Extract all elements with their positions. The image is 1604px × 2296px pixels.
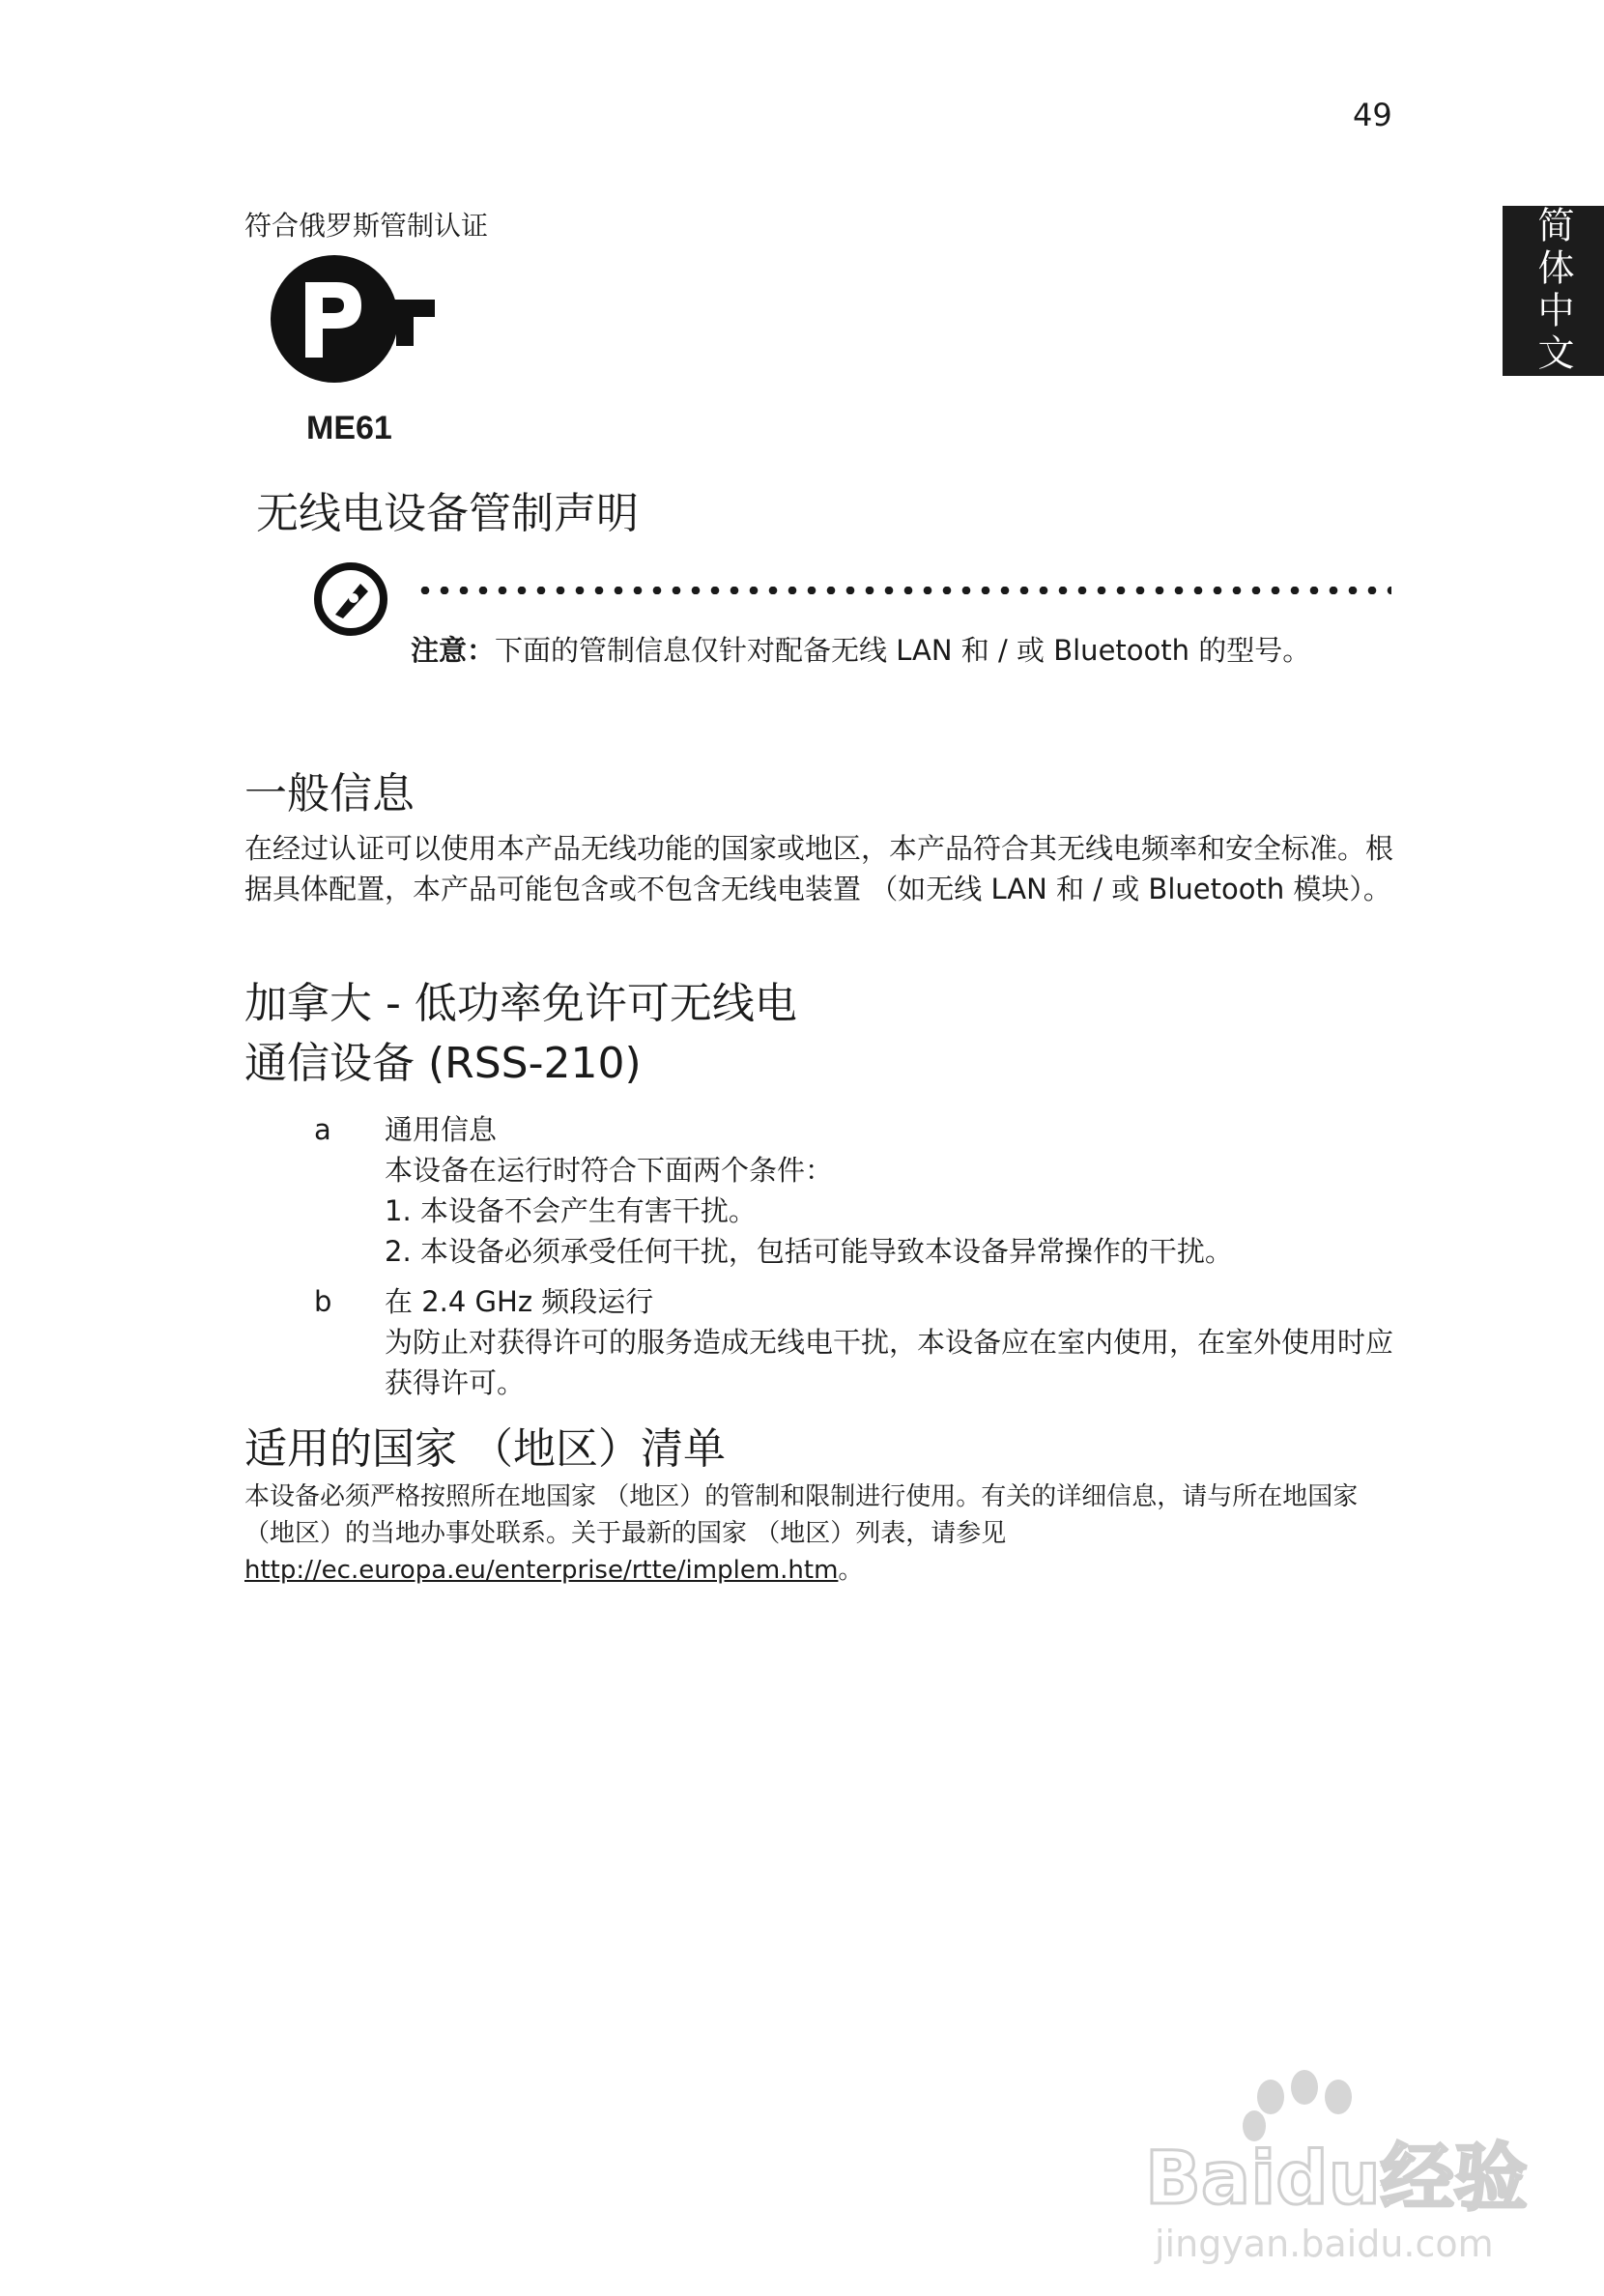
general-info-title: 一般信息 — [244, 769, 415, 818]
note-body: 下面的管制信息仅针对配备无线 LAN 和 / 或 Bluetooth 的型号。 — [495, 634, 1311, 667]
canada-title-line2: 通信设备 (RSS-210) — [244, 1039, 642, 1088]
list-item-marker: a — [314, 1113, 331, 1146]
list-item-heading: 在 2.4 GHz 频段运行 — [385, 1285, 654, 1318]
list-item — [314, 1109, 1406, 1272]
canada-conditions-list — [314, 1109, 1406, 1413]
list-item-line: 1. 本设备不会产生有害干扰。 — [385, 1194, 757, 1227]
list-item-line: 为防止对获得许可的服务造成无线电干扰，本设备应在室内使用，在室外使用时应获得许可。 — [385, 1326, 1394, 1399]
certification-caption: 符合俄罗斯管制认证 — [244, 210, 489, 242]
list-item — [314, 1281, 1406, 1403]
list-item-line: 本设备在运行时符合下面两个条件： — [385, 1154, 834, 1187]
language-tab-label: 简体中文 — [1532, 206, 1574, 376]
note-label: 注意： — [411, 634, 496, 667]
general-info-body: 在经过认证可以使用本产品无线功能的国家或地区，本产品符合其无线电频率和安全标准。根据具体配置，本产品可能包含或不包含无线电装置 （如无线 LAN 和 / 或 Bluetooth 模块）。 — [244, 832, 1394, 905]
certification-code: ME61 — [306, 410, 392, 446]
list-item-marker: b — [314, 1285, 332, 1318]
list-item-heading: 通用信息 — [385, 1113, 498, 1146]
note — [411, 628, 1338, 673]
watermark-brand: Baidu经验 — [1145, 2135, 1528, 2221]
watermark-url: jingyan.baidu.com — [1155, 2223, 1494, 2265]
list-item-line: 2. 本设备必须承受任何干扰，包括可能导致本设备异常操作的干扰。 — [385, 1235, 1233, 1268]
baidu-watermark-logo — [1140, 2058, 1546, 2271]
canada-title-line1: 加拿大 - 低功率免许可无线电 — [244, 979, 797, 1028]
countries-title: 适用的国家 （地区）清单 — [244, 1424, 726, 1474]
countries-body — [244, 1478, 1394, 1589]
pct-certification-logo — [267, 251, 441, 387]
note-divider — [415, 587, 1391, 594]
eu-rtte-link[interactable]: http://ec.europa.eu/enterprise/rtte/implem.htm — [244, 1556, 839, 1585]
radio-statement-title: 无线电设备管制声明 — [256, 489, 639, 538]
page-number: 49 — [1353, 97, 1392, 133]
canada-title — [244, 974, 1404, 1094]
countries-body-text: 本设备必须严格按照所在地国家 （地区）的管制和限制进行使用。有关的详细信息，请与所在地国家 （地区）的当地办事处联系。关于最新的国家 （地区）列表，请参见 — [244, 1482, 1359, 1548]
countries-body-end: 。 — [838, 1556, 864, 1585]
note-pen-icon — [312, 560, 389, 638]
language-tab — [1503, 206, 1604, 376]
